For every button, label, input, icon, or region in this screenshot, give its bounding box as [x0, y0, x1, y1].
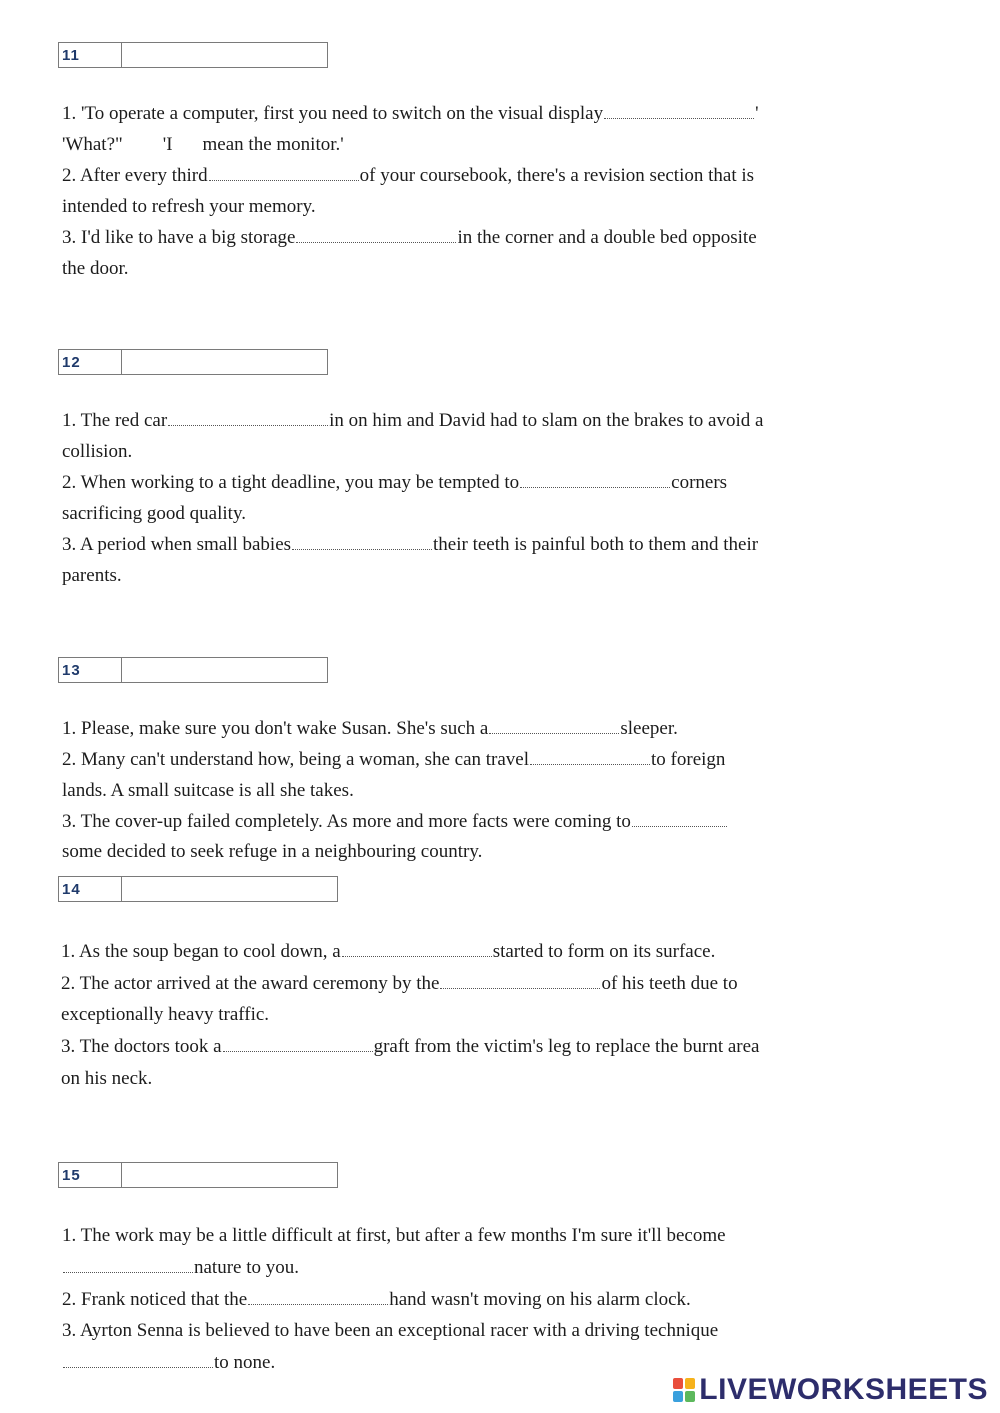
exercise-number: 14	[59, 877, 122, 901]
sentence-line: intended to refresh your memory.	[62, 196, 316, 217]
sentence-line: 1. The work may be a little difficult at first, but after a few months I'm sure it'll become	[62, 1225, 726, 1246]
gap-blank[interactable]	[63, 1254, 193, 1273]
gap-blank[interactable]	[63, 1349, 213, 1368]
answer-input[interactable]	[123, 43, 327, 67]
gap-blank[interactable]	[296, 224, 456, 243]
gap-blank[interactable]	[520, 469, 670, 488]
answer-input[interactable]	[123, 658, 327, 682]
answer-box	[58, 657, 328, 683]
sentence-line: on his neck.	[61, 1068, 153, 1089]
sentence-line: 3. I'd like to have a big storage in the corner and a double bed opposite	[62, 222, 757, 253]
sentence-line: 'What?" 'I mean the monitor.'	[62, 134, 344, 155]
sentence-line: 1. The red car in on him and David had to slam on the brakes to avoid a	[62, 405, 763, 436]
sentence-line: collision.	[62, 441, 133, 462]
sentence-line: the door.	[62, 258, 129, 279]
exercise-number: 13	[59, 658, 122, 682]
answer-box	[58, 42, 328, 68]
sentence-line: sacrificing good quality.	[62, 503, 246, 524]
sentence-line: 3. The doctors took a graft from the victim's leg to replace the burnt area	[61, 1031, 760, 1062]
sentence-line: some decided to seek refuge in a neighbouring country.	[62, 841, 483, 862]
gap-blank[interactable]	[440, 970, 600, 989]
gap-blank[interactable]	[292, 531, 432, 550]
gap-blank[interactable]	[168, 407, 328, 426]
exercise-number: 11	[59, 43, 122, 67]
sentence-line: 2. Frank noticed that the hand wasn't moving on his alarm clock.	[62, 1284, 691, 1315]
gap-blank[interactable]	[604, 100, 754, 119]
logo-mark-icon	[673, 1378, 695, 1402]
sentence-line: exceptionally heavy traffic.	[61, 1004, 270, 1025]
sentence-line: 3. The cover-up failed completely. As more and more facts were coming to	[62, 806, 728, 837]
sentence-line: 1. As the soup began to cool down, a started to form on its surface.	[61, 936, 715, 967]
liveworksheets-logo	[673, 1372, 988, 1408]
gap-blank[interactable]	[209, 162, 359, 181]
sentence-line: 2. Many can't understand how, being a woman, she can travel to foreign	[62, 744, 725, 775]
sentence-line: 3. A period when small babies their teeth is painful both to them and their	[62, 529, 758, 560]
answer-input[interactable]	[123, 350, 327, 374]
answer-box	[58, 1162, 338, 1188]
answer-box	[58, 349, 328, 375]
logo-text: LIVEWORKSHEETS	[699, 1373, 988, 1406]
gap-blank[interactable]	[530, 746, 650, 765]
gap-blank[interactable]	[248, 1286, 388, 1305]
sentence-line: parents.	[62, 565, 122, 586]
sentence-line: 2. After every third of your coursebook, there's a revision section that is	[62, 160, 754, 191]
sentence-line: 1. 'To operate a computer, first you need to switch on the visual display '	[62, 98, 759, 129]
sentence-line: nature to you.	[62, 1252, 299, 1283]
gap-blank[interactable]	[223, 1033, 373, 1052]
sentence-line: to none.	[62, 1347, 275, 1378]
exercise-number: 15	[59, 1163, 122, 1187]
exercise-number: 12	[59, 350, 122, 374]
sentence-line: 2. The actor arrived at the award ceremony by the of his teeth due to	[61, 968, 738, 999]
gap-blank[interactable]	[632, 808, 727, 827]
answer-box	[58, 876, 338, 902]
sentence-line: lands. A small suitcase is all she takes.	[62, 780, 354, 801]
gap-blank[interactable]	[342, 938, 492, 957]
sentence-line: 1. Please, make sure you don't wake Susan. She's such a sleeper.	[62, 713, 678, 744]
sentence-line: 3. Ayrton Senna is believed to have been an exceptional racer with a driving technique	[62, 1320, 719, 1341]
sentence-line: 2. When working to a tight deadline, you may be tempted to corners	[62, 467, 727, 498]
answer-input[interactable]	[123, 1163, 337, 1187]
gap-blank[interactable]	[489, 715, 619, 734]
answer-input[interactable]	[123, 877, 337, 901]
